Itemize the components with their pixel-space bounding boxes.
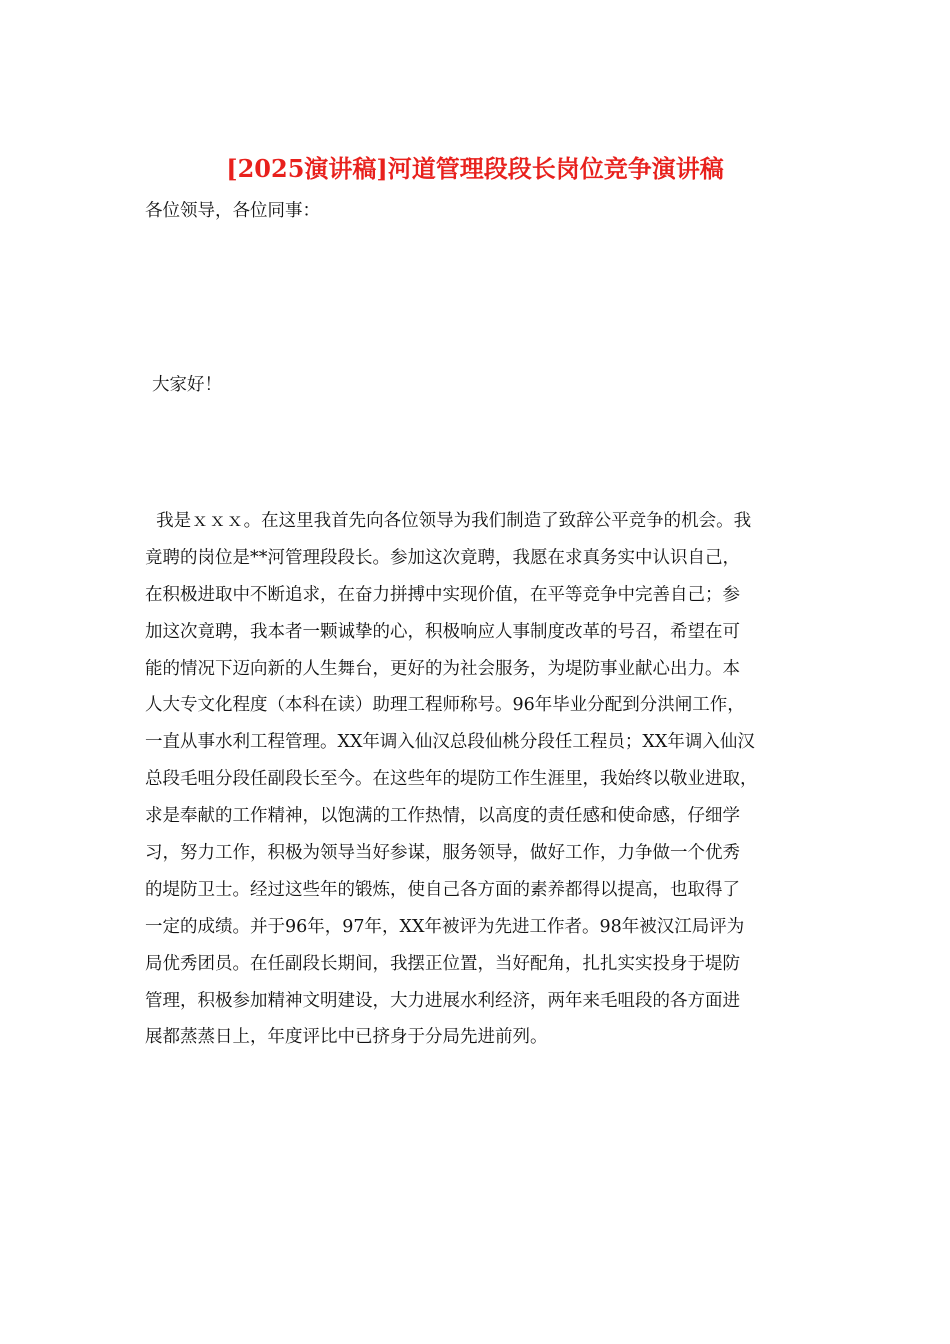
body-paragraph <box>145 508 815 1061</box>
body-line: 一定的成绩。并于96年，97年，XX年被评为先进工作者。98年被汉江局评为 <box>145 916 745 937</box>
body-line: 人大专文化程度（本科在读）助理工程师称号。96年毕业分配到分洪闸工作， <box>145 695 745 716</box>
salutation-text: 各位领导，各位同事： <box>145 201 320 221</box>
body-line: 总段毛咀分段任副段长至今。在这些年的堤防工作生涯里，我始终以敬业进取， <box>145 769 758 790</box>
body-line: 展都蒸蒸日上，年度评比中已挤身于分局先进前列。 <box>145 1027 548 1048</box>
body-line: 局优秀团员。在任副段长期间，我摆正位置，当好配角，扎扎实实投身于堤防 <box>145 953 740 974</box>
greeting-text: 大家好！ <box>152 375 222 395</box>
body-line: 求是奉献的工作精神，以饱满的工作热情，以高度的责任感和使命感，仔细学 <box>145 806 740 827</box>
body-line: 我是ｘｘｘ。在这里我首先向各位领导为我们制造了致辞公平竞争的机会。我 <box>145 511 752 531</box>
body-line: 在积极进取中不断追求，在奋力拼搏中实现价值，在平等竞争中完善自己；参 <box>145 584 740 605</box>
body-line: 加这次竟聘，我本者一颗诚挚的心，积极响应人事制度改革的号召，希望在可 <box>145 621 740 642</box>
body-line: 能的情况下迈向新的人生舞台，更好的为社会服务，为堤防事业献心出力。本 <box>145 658 740 679</box>
body-line: 一直从事水利工程管理。XX年调入仙汉总段仙桃分段任工程员；XX年调入仙汉 <box>145 732 755 753</box>
body-line: 的堤防卫士。经过这些年的锻炼，使自己各方面的素养都得以提高，也取得了 <box>145 879 740 900</box>
body-line: 竟聘的岗位是**河管理段段长。参加这次竟聘，我愿在求真务实中认识自己， <box>145 547 740 568</box>
body-line: 管理，积极参加精神文明建设，大力进展水利经济，两年来毛咀段的各方面进 <box>145 990 740 1011</box>
body-line: 习，努力工作，积极为领导当好参谋，服务领导，做好工作，力争做一个优秀 <box>145 843 740 864</box>
document-title: [2025演讲稿]河道管理段段长岗位竞争演讲稿 <box>226 154 724 183</box>
